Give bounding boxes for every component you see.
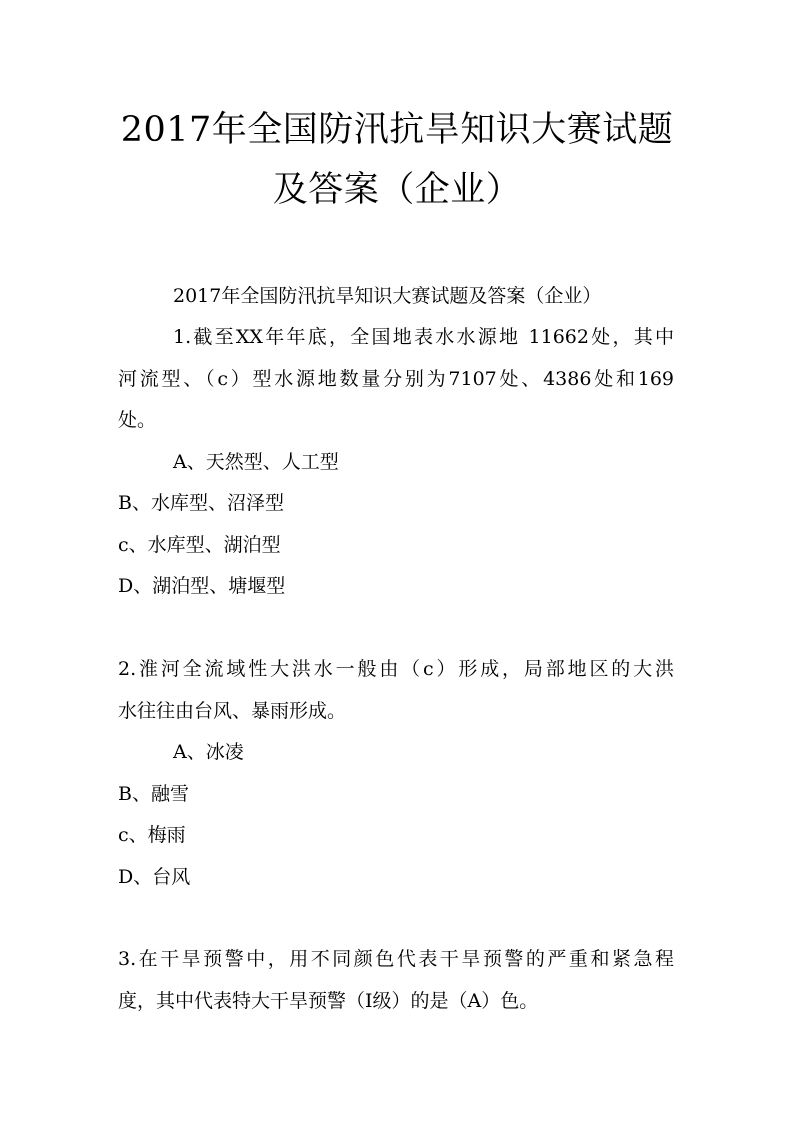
document-title-line-1: 2017年全国防汛抗旱知识大赛试题 <box>120 110 674 150</box>
question-2-line-1: 2.淮河全流域性大洪水一般由（c）形成，局部地区的大洪 <box>118 658 674 680</box>
question-2-option-b: B、融雪 <box>118 783 189 805</box>
question-1-option-c: c、水库型、湖泊型 <box>118 534 281 556</box>
question-2-option-c: c、梅雨 <box>118 824 186 846</box>
document-title-line-2: 及答案（企业） <box>272 170 522 210</box>
question-1-line-2: 河流型、（c）型水源地数量分别为7107处、4386处和169 <box>118 368 674 390</box>
question-2-option-d: D、台风 <box>118 866 191 888</box>
question-2-option-a: A、冰凌 <box>173 741 244 763</box>
question-3-line-1: 3.在干旱预警中，用不同颜色代表干旱预警的严重和紧急程 <box>118 948 674 970</box>
question-2-line-2: 水往往由台风、暴雨形成。 <box>118 700 347 722</box>
question-1-option-b: B、水库型、沼泽型 <box>118 492 284 514</box>
question-1-line-3: 处。 <box>118 409 157 431</box>
document-subtitle: 2017年全国防汛抗旱知识大赛试题及答案（企业） <box>173 285 602 307</box>
question-1-option-d: D、湖泊型、塘堰型 <box>118 575 286 597</box>
question-1-line-1: 1.截至XX年年底，全国地表水水源地 11662处，其中 <box>173 326 674 348</box>
question-3-line-2: 度，其中代表特大干旱预警（Ⅰ级）的是（A）色。 <box>118 990 539 1012</box>
question-1-option-a: A、天然型、人工型 <box>173 451 339 473</box>
